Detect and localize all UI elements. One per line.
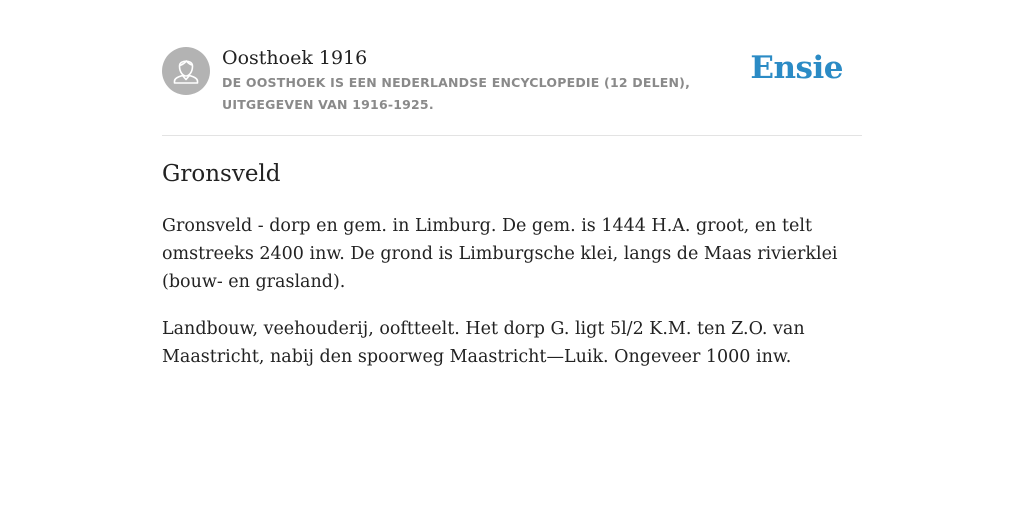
- source-avatar[interactable]: [162, 47, 210, 95]
- source-description: DE OOSTHOEK IS EEN NEDERLANDSE ENCYCLOPEDIE (12 DELEN), UITGEGEVEN VAN 1916-1925.: [222, 75, 691, 112]
- source-title[interactable]: Oosthoek 1916: [222, 47, 368, 69]
- article-paragraph-2: Landbouw, veehouderij, ooftteelt. Het dorp G. ligt 5l/2 K.M. ten Z.O. van Maastricht, nabij den spoorweg Maastricht—Luik. Ongeveer 1000 inw.: [162, 319, 805, 367]
- page-container: [162, 0, 862, 367]
- brand-logo[interactable]: Ensie: [750, 50, 843, 86]
- article-title: Gronsveld: [162, 161, 281, 187]
- source-header: [162, 0, 862, 136]
- article-paragraph-1: Gronsveld - dorp en gem. in Limburg. De gem. is 1444 H.A. groot, en telt omstreeks 2400 inw. De grond is Limburgsche klei, langs de Maas rivierklei (bouw- en grasland).: [162, 216, 838, 292]
- user-icon: [162, 47, 210, 95]
